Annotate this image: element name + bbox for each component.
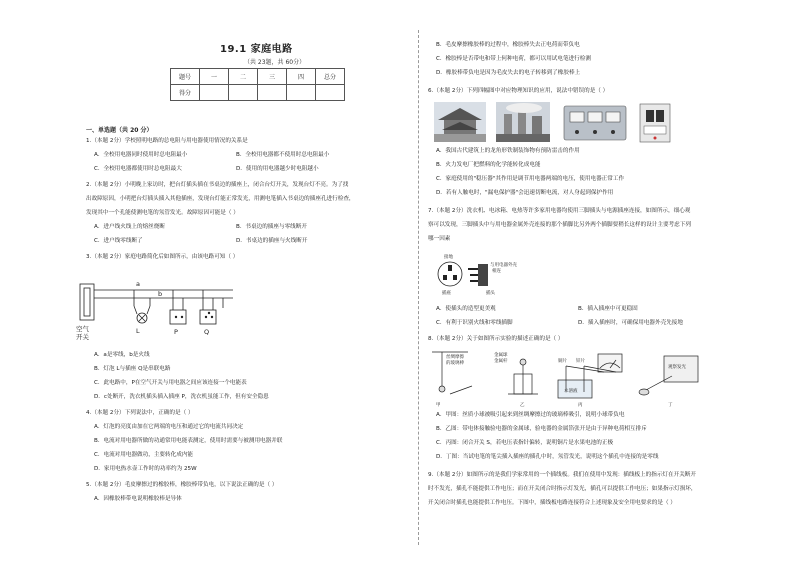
q4-option-b: B．电流对用电器所做的功通常用电能表测定，使用时需要与被测用电器并联 (94, 438, 283, 444)
voltage-stabilizer-icon (564, 106, 626, 140)
score-cell: 二 (229, 69, 258, 85)
q8-option-a: A．甲图：丝质小球被吸引起来到丝绸摩擦过的玻璃棒吸引，说明小球带负电 (436, 412, 625, 418)
plug-label-plug: 插头 (486, 291, 495, 296)
q1-option-d: D．使用的用电器越少时电阻越小 (236, 166, 319, 172)
q6-option-d: D．若有人触电时，"漏电保护器"会迅速切断电流，对人身起到保护作用 (436, 190, 614, 196)
score-input-cell[interactable] (229, 85, 258, 101)
three-pin-plug-diagram (434, 250, 517, 300)
q6-option-b: B．火力发电厂把燃料的化学能转化成电能 (436, 162, 541, 168)
question-7-line-3: 哪一因素 (428, 236, 451, 242)
fig-label-l1: 丝绸摩擦 (446, 355, 464, 360)
q4-option-a: A．灯泡的亮度由加在它两端的电压和通过它的电流共同决定 (94, 424, 244, 430)
q5-option-a: A．因橡胶棒带电说明橡胶棒是导体 (94, 496, 182, 502)
score-cell: 四 (287, 69, 316, 85)
q1-option-c: C．全校用电器都使用时总电阻最大 (94, 166, 182, 172)
q4-option-c: C．电流对用电器做功，主要转化成内能 (94, 452, 194, 458)
label-b: b (158, 290, 163, 298)
fig-label-l2: 的玻璃棒 (446, 361, 464, 366)
label-P: P (174, 328, 178, 336)
q6-option-a: A．我国古代建筑上的龙角形铁制装饰物有预防雷击的作用 (436, 148, 580, 154)
plug-label-shell: 与用电器外壳 (490, 263, 517, 268)
fig-label-l3: 金属球 (494, 353, 508, 358)
q4-option-d: D．家用电热水壶工作时的功率约为 25W (94, 466, 197, 472)
q8-option-b: B．乙图：带电体接触验电器的金属球，验电器的金属箔张开是由于异种电荷相互排斥 (436, 426, 647, 432)
column-divider (418, 30, 419, 545)
label-air-switch: 空气 (76, 325, 89, 333)
question-9-line-3: 开关闭合时插孔也能提供工作电压。下图中，插线板电路连接符合上述现象及安全用电要求的是（ ） (428, 500, 676, 506)
score-cell: 一 (200, 69, 229, 85)
question-8: 8.（本题 2分）关于如图所示实验的描述正确的是（ ） (428, 336, 564, 342)
q2-option-a: A．进户线火线上的熔丝烧断 (94, 224, 165, 230)
q8-option-c: C．丙图：闭合开关 S，若电压表指针偏转，说明铜片是水果电池的正极 (436, 440, 614, 446)
score-cell: 三 (258, 69, 287, 85)
question-5: 5.（本题 2分）毛皮摩擦过的橡胶棒，橡胶棒带负电，以下说法正确的是（ ） (86, 482, 278, 488)
chinese-building-icon (434, 102, 486, 142)
q8-experiment-figures (428, 346, 728, 408)
q6-option-c: C．家庭使用的"稳压器"其作用是调节用电器两端的电压，使用电器正常工作 (436, 176, 625, 182)
q8-option-d: D．丁图：当试电笔的笔尖插入插座的插孔中时，氖管发光，说明这个插孔中连接的是零线 (436, 454, 659, 460)
fig-label-yi: 乙 (520, 403, 525, 408)
fig-label-l6: 锌片 (576, 359, 585, 364)
q6-pictures (434, 100, 734, 144)
q3-option-d: D．c处断开，洗衣机插头插入插座 P，洗衣机虽能工作，但有安全隐患 (94, 394, 269, 400)
question-2-line-1: 2.（本题 2分）小明晚上家访时，把台灯插头插在书桌边的插座上，闭合台灯开关，发现台灯不亮。为了找 (86, 182, 349, 188)
q5-option-c: C．橡胶棒是否带电和带上何种电荷，都可以用试电笔进行检测 (436, 56, 591, 62)
fig-label-l4: 金属杆 (494, 359, 508, 364)
page-subtitle: （共 23题，共 60分） (244, 59, 306, 66)
q3-option-b: B．灯泡 L与插座 Q是串联电路 (94, 366, 171, 372)
q5-option-b: B．毛皮摩擦橡胶棒的过程中，橡胶棒失去正电荷而带负电 (436, 42, 580, 48)
question-3: 3.（本题 2分）家庭电路简化后如图所示，由该电路可知（ ） (86, 254, 239, 260)
question-2-line-2: 出故障原因，小明把台灯插头插入其他插座，发现台灯能正常发光，用测电笔插入书桌边的插座孔进行检查， (86, 196, 355, 202)
section-heading: 一、单选题（共 20 分） (86, 127, 153, 134)
fig-label-l5: 铜片 (558, 359, 567, 364)
q7-option-d: D．插入插座时，可确保用电器外壳先接地 (578, 320, 683, 326)
fig-label-bing: 丙 (578, 403, 583, 408)
score-cell: 题号 (171, 69, 200, 85)
plug-label-ground: 接地 (444, 255, 453, 260)
fig-label-l7: 水溶液 (564, 389, 578, 394)
label-a: a (136, 280, 140, 288)
label-air-switch-2: 开关 (76, 333, 89, 341)
leakage-protector-icon (640, 104, 670, 142)
fig-label-ding: 丁 (668, 403, 673, 408)
question-4: 4.（本题 2分）下列说法中，正确的是（ ） (86, 410, 194, 416)
q7-option-c: C．有利于识别火线和零线插脚 (436, 320, 513, 326)
plug-label-socket: 插座 (442, 291, 451, 296)
score-input-cell[interactable] (316, 85, 345, 101)
q3-option-c: C．此电路中，P在空气开关与用电器之间应该连接一个电能表 (94, 380, 247, 386)
question-7-line-1: 7.（本题 2分）洗衣机、电冰箱、电热等许多家用电器均使用三脚插头与电源插座连接，如图所示，细心观 (428, 208, 691, 214)
score-input-cell[interactable] (258, 85, 287, 101)
score-input-cell[interactable] (287, 85, 316, 101)
q2-option-b: B．书桌边的插座与零线断开 (236, 224, 307, 230)
household-circuit-diagram (78, 276, 238, 346)
left-column (76, 0, 408, 562)
right-column (428, 0, 758, 562)
fig-label-jia: 甲 (436, 403, 441, 408)
q1-option-a: A．全校用电器同时使用时总电阻最小 (94, 152, 188, 158)
label-L: L (136, 327, 140, 335)
q3-option-a: A．a是零线，b是火线 (94, 352, 150, 358)
q1-option-b: B．全校用电器都不使用时总电阻最小 (236, 152, 330, 158)
label-Q: Q (204, 328, 210, 336)
q2-option-c: C．进户线零线断了 (94, 238, 143, 244)
page-title: 19.1 家庭电路 (220, 44, 293, 55)
power-plant-icon (496, 102, 550, 142)
score-cell: 得分 (171, 85, 200, 101)
plug-label-shell-2: 相连 (492, 269, 501, 274)
question-2-line-3: 发现其中一个孔能使测电笔的氖管发光。故障原因可能是（ ） (86, 210, 239, 216)
q7-option-a: A．使插头的造型更美观 (436, 306, 496, 312)
question-1: 1.（本题 2分）学校照明电路的总电阻与用电器使用情况的关系是 (86, 138, 248, 144)
score-input-cell[interactable] (200, 85, 229, 101)
score-cell: 总分 (316, 69, 345, 85)
q2-option-d: D．书桌边的插座与火线断开 (236, 238, 308, 244)
fig-label-l8: 观察发光 (668, 365, 686, 370)
score-table (170, 68, 345, 101)
score-table-score-row (171, 85, 345, 101)
question-7-line-2: 察可以发现，三脚插头中与用电器金属外壳连接的那个插脚比另外两个插脚要稍长这样的设计主要考虑下列 (428, 222, 691, 228)
question-9-line-1: 9.（本题 2分）如图所示的是我们学家常用的一个插线板。我们在使用中发现：插线板上的指示灯在开关断开 (428, 472, 696, 478)
question-9-line-2: 时不发光，插孔不能提供工作电压；而在开关闭合时指示灯发光，插孔可以提供工作电压；如果指示灯损坏， (428, 486, 697, 492)
question-6: 6.（本题 2分）下列四幅图中对应物理知识的应用，说法中错误的是（ ） (428, 88, 609, 94)
q5-option-d: D．橡胶棒带负电是因为毛皮失去的电子转移到了橡胶棒上 (436, 70, 581, 76)
q7-option-b: B．插入插座中可更稳固 (578, 306, 638, 312)
score-table-header-row (171, 69, 345, 85)
